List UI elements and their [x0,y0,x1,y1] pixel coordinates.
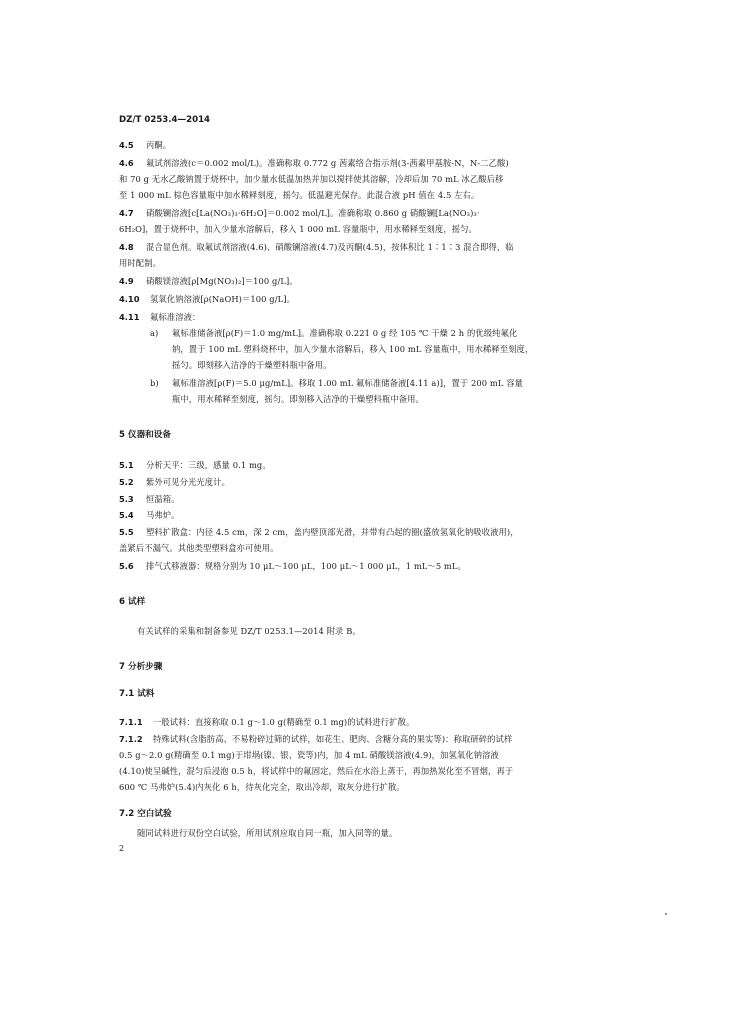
section-heading: 6 试样 [119,597,146,607]
clause-text: 盖紧后不漏气。其他类型塑料盒亦可使用。 [119,543,279,553]
clause-number: 4.9 [119,276,134,286]
clause-number: 4.6 [119,158,134,168]
clause-number: 5.3 [119,494,134,504]
clause-text: 氟标准溶液： [150,312,201,322]
clause-text: 一般试料：直接称取 0.1 g～1.0 g(精确至 0.1 mg)的试料进行扩散。 [153,717,415,727]
clause-number: 7.1.2 [119,734,143,744]
list-item-text: 氟标准储备液[ρ(F)＝1.0 mg/mL]。准确称取 0.221 0 g 经 105 ℃ 干燥 2 h 的优级纯氟化 [172,328,518,338]
list-item-text: 钠，置于 100 mL 塑料烧杯中，加入少量水溶解后，移入 100 mL 容量瓶中，用水稀释至刻度， [172,344,534,354]
list-marker: a) [150,328,159,338]
clause-number: 4.11 [119,312,140,322]
clause-number: 5.2 [119,477,134,487]
subsection-heading: 7.2 空白试验 [119,809,172,819]
clause-text: 特殊试料(含脂肪高、不易粉碎过筛的试样，如花生、肥肉、含糖分高的果实等)：称取研碎的试样 [153,734,513,744]
clause-text: 硝酸镧溶液[c[La(NO₃)₃·6H₂O]＝0.002 mol/L]。准确称取 0.860 g 硝酸镧[La(NO₃)₃· [146,208,480,218]
clause-text: 塑料扩散盒：内径 4.5 cm，深 2 cm，盖内壁顶部光滑，并带有凸起的圈(盛放氢氧化钠吸收液用)， [146,527,519,537]
page-number: 2 [119,844,125,853]
clause-text: 600 ℃ 马弗炉(5.4)内灰化 6 h，待灰化完全，取出冷却，取灰分进行扩散。 [119,782,405,792]
clause-text: 排气式移液器：规格分别为 10 μL～100 μL，100 μL～1 000 μL，1 mL～5 mL。 [146,561,466,571]
clause-text: 用时配制。 [119,258,161,268]
clause-text: 氢氧化钠溶液[ρ(NaOH)＝100 g/L]。 [150,294,295,304]
clause-number: 4.5 [119,140,134,150]
paragraph: 有关试样的采集和制备参见 DZ/T 0253.1—2014 附录 B。 [137,626,361,636]
section-heading: 7 分析步骤 [119,662,163,672]
clause-text: 6H₂O]，置于烧杯中，加入少量水溶解后，移入 1 000 mL 容量瓶中，用水稀释至刻度，摇匀。 [119,224,477,234]
list-marker: b) [150,378,159,388]
clause-text: 0.5 g～2.0 g(精确至 0.1 mg)于坩埚(镍、银、瓷等)内，加 4 mL 硝酸镁溶液(4.9)，加氢氧化钠溶液 [119,750,499,760]
clause-text: 氟试剂溶液(c＝0.002 mol/L)。准确称取 0.772 g 茜素络合指示剂(3-茜素甲基胺-N，N-二乙酸) [146,158,509,168]
clause-text: 硝酸镁溶液[ρ[Mg(NO₃)₂]＝100 g/L]。 [146,276,298,286]
clause-number: 4.10 [119,294,140,304]
clause-number: 4.8 [119,242,134,252]
clause-number: 5.4 [119,510,134,520]
subsection-heading: 7.1 试料 [119,689,155,699]
list-item-text: 摇匀。即刻移入洁净的干燥塑料瓶中备用。 [172,360,332,370]
section-heading: 5 仪器和设备 [119,430,171,440]
standard-header: DZ/T 0253.4—2014 [119,115,211,125]
clause-text: 和 70 g 无水乙酸钠置于烧杯中，加少量水低温加热并加以搅拌使其溶解，冷却后加 70 mL 冰乙酸后移 [119,174,504,184]
clause-number: 4.7 [119,208,134,218]
clause-number: 5.6 [119,561,134,571]
clause-text: 马弗炉。 [146,510,180,520]
clause-text: 丙酮。 [146,140,172,150]
list-item-text: 瓶中，用水稀释至刻度，摇匀。即刻移入洁净的干燥塑料瓶中备用。 [172,394,424,404]
scan-speck [665,913,667,915]
clause-number: 5.1 [119,460,134,470]
paragraph: 随同试料进行双份空白试验，所用试剂应取自同一瓶，加入同等的量。 [137,828,398,838]
list-item-text: 氟标准溶液[ρ(F)＝5.0 μg/mL]。移取 1.00 mL 氟标准储备液[4.11 a)]，置于 200 mL 容量 [172,378,523,388]
clause-number: 7.1.1 [119,717,143,727]
clause-text: 分析天平：三级，感量 0.1 mg。 [146,460,271,470]
clause-text: 混合显色剂。取氟试剂溶液(4.6)、硝酸镧溶液(4.7)及丙酮(4.5)，按体积比 1∶1∶3 混合即得，临 [146,242,514,252]
clause-text: 至 1 000 mL 棕色容量瓶中加水稀释刻度，摇匀。低温避光保存。此混合液 pH 值在 4.5 左右。 [119,190,480,200]
clause-number: 5.5 [119,527,134,537]
clause-text: (4.10)使呈碱性，混匀后浸泡 0.5 h，将试样中的氟固定，然后在水浴上蒸干，再加热炭化至不冒烟，再于 [119,766,514,776]
clause-text: 恒温箱。 [146,494,180,504]
clause-text: 紫外可见分光光度计。 [146,477,230,487]
